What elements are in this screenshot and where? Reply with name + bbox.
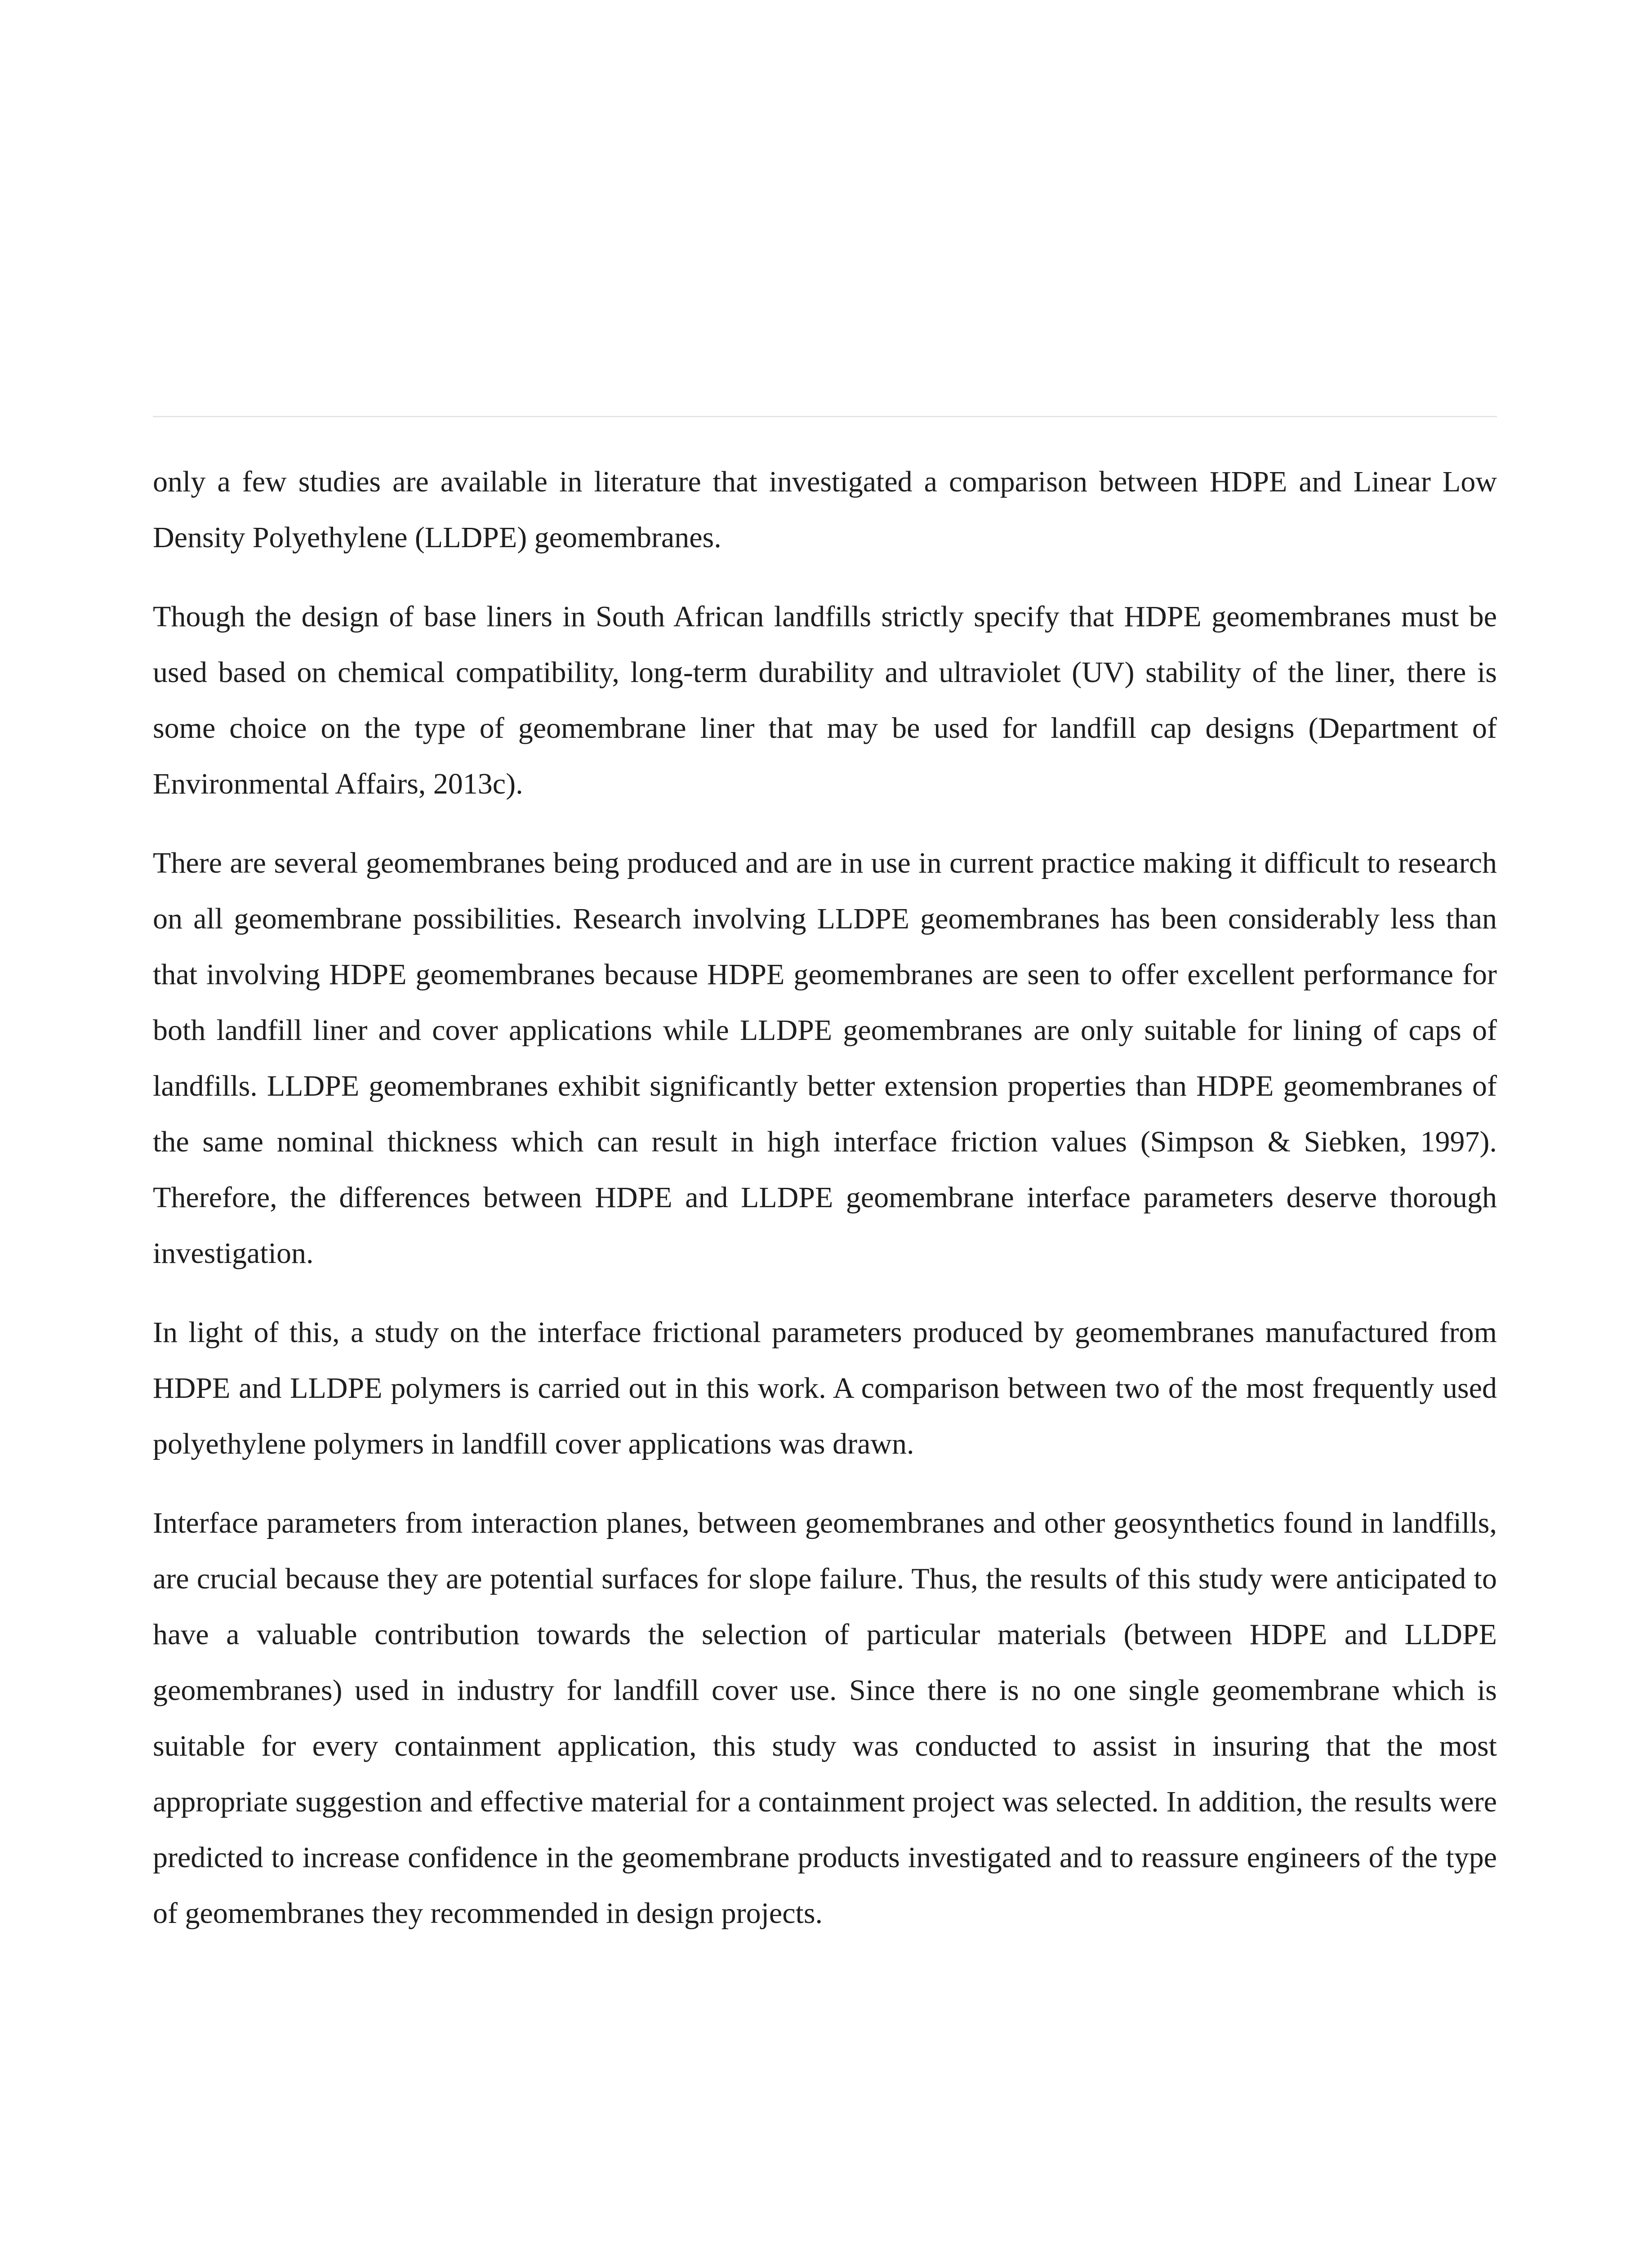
paragraph-4: In light of this, a study on the interface frictional parameters produced by geomembranes manufactured from HDPE and LLDPE polymers is carried out in this work. A comparison between two of the most frequently used polyethylene polymers in landfill cover applications was drawn. [153, 1316, 1497, 1460]
header-divider [153, 416, 1497, 417]
paragraph-3: There are several geomembranes being produced and are in use in current practice making it difficult to research on all geomembrane possibilities. Research involving LLDPE geomembranes has been considerably less than that involving HDPE geomembranes because HDPE geomembranes are seen to offer excellent performance for both landfill liner and cover applications while LLDPE geomembranes are only suitable for lining of caps of landfills. LLDPE geomembranes exhibit significantly better extension properties than HDPE geomembranes of the same nominal thickness which can result in high interface friction values (Simpson & Siebken, 1997). Therefore, the differences between HDPE and LLDPE geomembrane interface parameters deserve thorough investigation. [153, 847, 1497, 1270]
body-text [153, 454, 1497, 1965]
paragraph-2: Though the design of base liners in South African landfills strictly specify that HDPE geomembranes must be used based on chemical compatibility, long-term durability and ultraviolet (UV) stability of the liner, there is some choice on the type of geomembrane liner that may be used for landfill cap designs (Department of Environmental Affairs, 2013c). [153, 600, 1497, 800]
paragraph-5: Interface parameters from interaction planes, between geomembranes and other geosynthetics found in landfills, are crucial because they are potential surfaces for slope failure. Thus, the results of this study were anticipated to have a valuable contribution towards the selection of particular materials (between HDPE and LLDPE geomembranes) used in industry for landfill cover use. Since there is no one single geomembrane which is suitable for every containment application, this study was conducted to assist in insuring that the most appropriate suggestion and effective material for a containment project was selected. In addition, the results were predicted to increase confidence in the geomembrane products investigated and to reassure engineers of the type of geomembranes they recommended in design projects. [153, 1507, 1497, 1930]
paragraph-1: only a few studies are available in literature that investigated a comparison between HDPE and Linear Low Density Polyethylene (LLDPE) geomembranes. [153, 465, 1497, 554]
